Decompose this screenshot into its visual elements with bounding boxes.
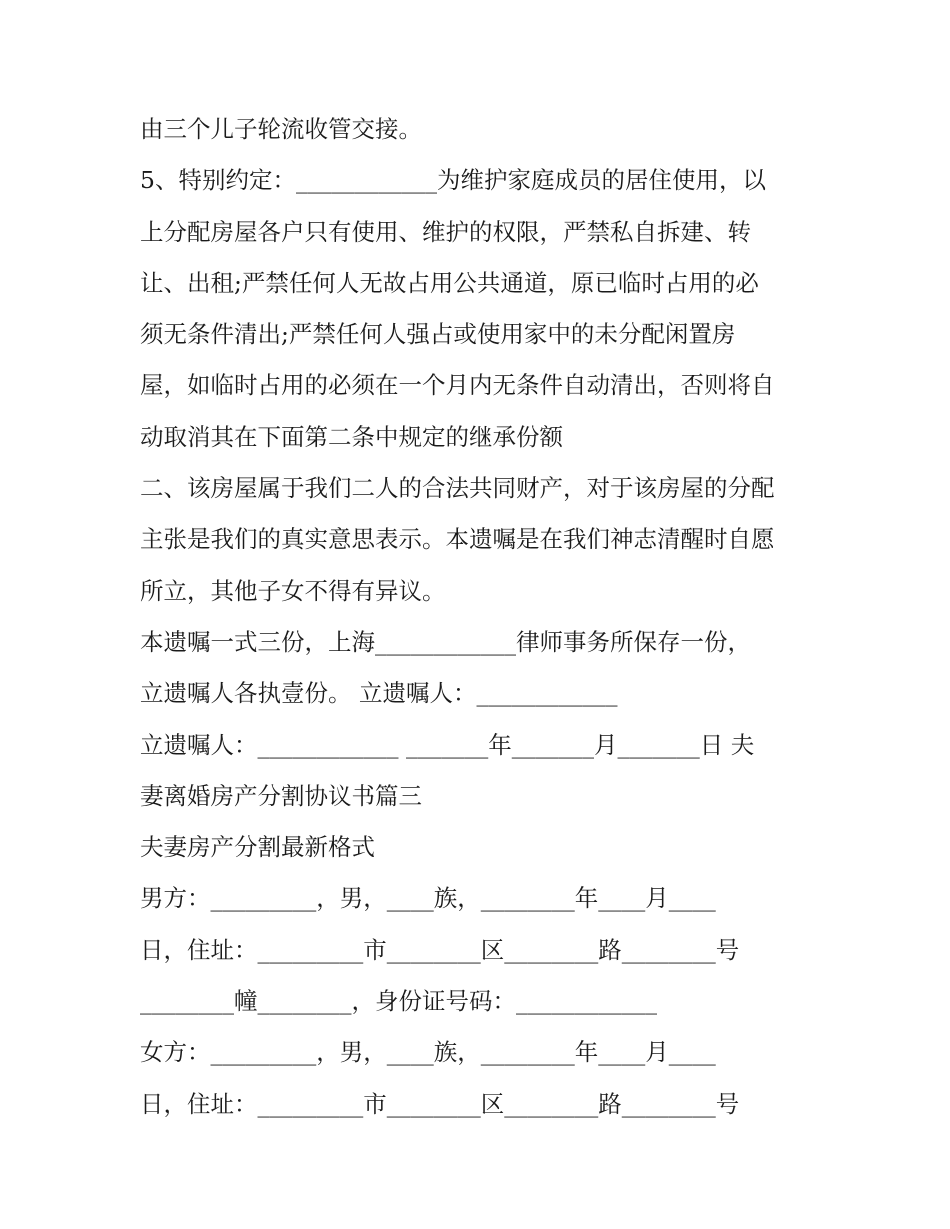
section-heading: 妻离婚房产分割协议书篇三 — [140, 781, 422, 810]
text-line: 立遗嘱人各执壹份。 立遗嘱人：____________ — [140, 679, 618, 708]
text-line: 二、该房屋属于我们二人的合法共同财产，对于该房屋的分配 — [140, 474, 775, 503]
text-line: 须无条件清出;严禁任何人强占或使用家中的未分配闲置房 — [140, 320, 736, 349]
text-line: 所立，其他子女不得有异议。 — [140, 576, 446, 605]
text-line: 由三个儿子轮流收管交接。 — [140, 115, 422, 143]
text-line: 女方：_________，男，____族，________年____月____ — [140, 1038, 716, 1067]
text-line: 日，住址：_________市________区________路________号 — [140, 1089, 740, 1118]
text-line: 动取消其在下面第二条中规定的继承份额 — [140, 422, 563, 451]
text-line: 立遗嘱人：____________ _______年_______月_______日 夫 — [140, 730, 755, 759]
text-line: 让、出租;严禁任何人无故占用公共通道，原已临时占用的必 — [140, 268, 759, 297]
document-body — [140, 104, 820, 1130]
text-line: 本遗嘱一式三份，上海____________律师事务所保存一份， — [140, 627, 751, 656]
text-line: ________幢________，身份证号码：____________ — [140, 987, 657, 1016]
text-line: 上分配房屋各户只有使用、维护的权限，严禁私自拆建、转 — [140, 217, 751, 246]
text-line: 屋，如临时占用的必须在一个月内无条件自动清出，否则将自 — [140, 371, 775, 400]
text-line: 男方：_________，男，____族，________年____月____ — [140, 884, 716, 913]
text-line: 主张是我们的真实意思表示。本遗嘱是在我们神志清醒时自愿 — [140, 525, 775, 554]
text-line: 日，住址：_________市________区________路________号 — [140, 935, 740, 964]
section-subtitle: 夫妻房产分割最新格式 — [140, 833, 375, 862]
text-line: 5、特别约定：____________为维护家庭成员的居住使用，以 — [140, 166, 766, 195]
